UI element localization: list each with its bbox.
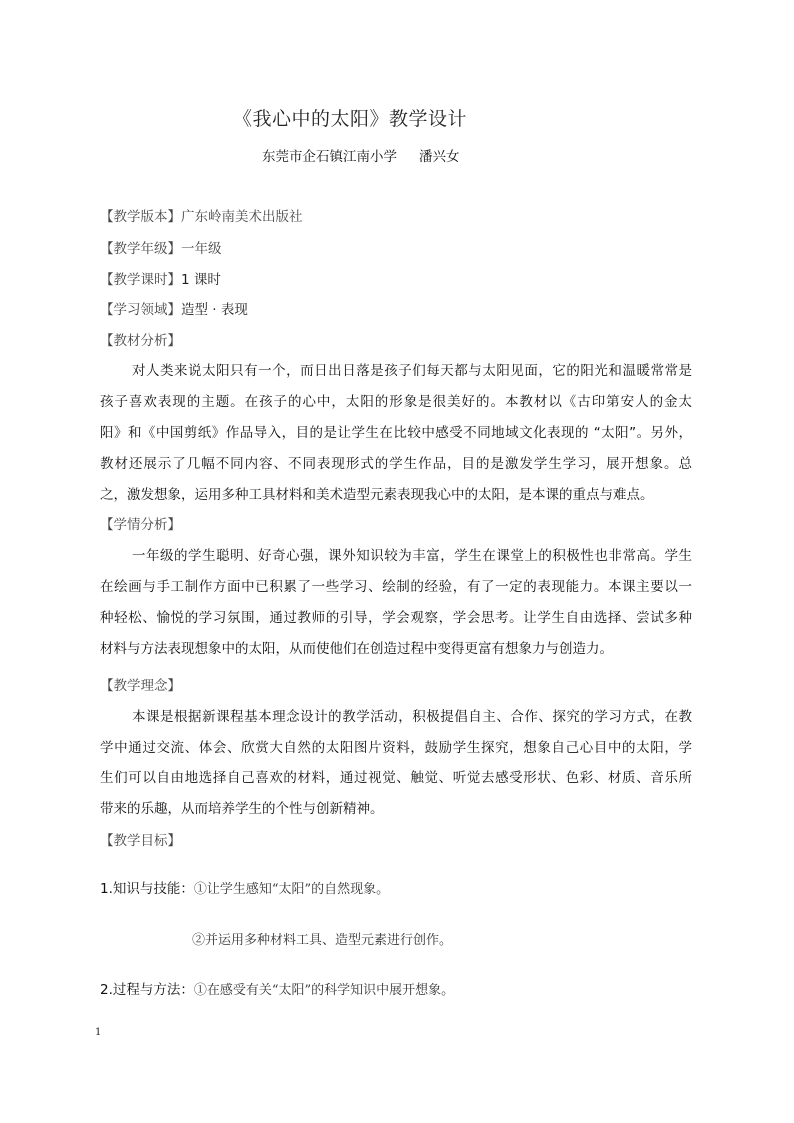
meta-value: 1 课时 [181, 272, 221, 288]
meta-label: 【教学课时】 [100, 272, 181, 288]
document-title: 《我心中的太阳》教学设计 [232, 108, 467, 130]
paragraph-line: 在绘画与手工制作方面中已积累了一些学习、绘制的经验，有了一定的表现能力。本课主要以一 [100, 579, 692, 595]
meta-label: 【教学年级】 [100, 241, 181, 257]
goal-item [100, 880, 389, 899]
meta-domain [100, 301, 248, 319]
goal-item [100, 981, 454, 1000]
goal-text: ①在感受有关“太阳”的科学知识中展开想象。 [193, 983, 455, 998]
section-heading-teaching-philosophy: 【教学理念】 [100, 678, 181, 694]
page-number: 1 [95, 1027, 102, 1038]
paragraph-line: 孩子喜欢表现的主题。在孩子的心中，太阳的形象是很美好的。本教材以《古印第安人的金太 [100, 394, 692, 410]
meta-label: 【教学版本】 [100, 209, 181, 225]
paragraph-line: 材料与方法表现想象中的太阳，从而使他们在创造过程中变得更富有想象力与创造力。 [100, 641, 613, 657]
section-heading-teaching-goals: 【教学目标】 [100, 833, 181, 849]
meta-periods [100, 271, 221, 289]
meta-edition [100, 208, 303, 226]
meta-value: 广东岭南美术出版社 [181, 209, 303, 225]
paragraph-line: 教材还展示了几幅不同内容、不同表现形式的学生作品，目的是激发学生学习，展开想象。总 [100, 456, 692, 472]
paragraph-line: 一年级的学生聪明、好奇心强，课外知识较为丰富，学生在课堂上的积极性也非常高。学生 [132, 548, 692, 564]
paragraph-line: 带来的乐趣，从而培养学生的个性与创新精神。 [100, 801, 384, 817]
goal-label: 2.过程与方法： [100, 982, 194, 998]
section-heading-textbook-analysis: 【教材分析】 [100, 333, 181, 349]
paragraph-line: 本课是根据新课程基本理念设计的教学活动，积极提倡自主、合作、探究的学习方式，在教 [132, 709, 692, 725]
meta-label: 【学习领域】 [100, 302, 181, 318]
meta-value: 造型 · 表现 [181, 302, 248, 318]
paragraph-line: 生们可以自由地选择自己喜欢的材料，通过视觉、触觉、听觉去感受形状、色彩、材质、音乐所 [100, 770, 692, 786]
author-name: 潘兴女 [419, 149, 460, 165]
paragraph-line: 种轻松、愉悦的学习氛围，通过教师的引导，学会观察，学会思考。让学生自由选择、尝试多种 [100, 610, 692, 626]
school-name: 东莞市企石镇江南小学 [262, 149, 397, 165]
paragraph-line: 阳》和《中国剪纸》作品导入，目的是让学生在比较中感受不同地域文化表现的 “太阳”。另外， [100, 425, 692, 441]
paragraph-line: 对人类来说太阳只有一个，而日出日落是孩子们每天都与太阳见面，它的阳光和温暖常常是 [132, 363, 692, 379]
byline [262, 145, 460, 165]
paragraph-line: 学中通过交流、体会、欣赏大自然的太阳图片资料，鼓励学生探究，想象自己心目中的太阳，学 [100, 740, 692, 756]
goal-item [192, 931, 452, 950]
meta-value: 一年级 [181, 241, 222, 257]
goal-text: ①让学生感知“太阳”的自然现象。 [193, 882, 390, 897]
section-heading-student-analysis: 【学情分析】 [100, 517, 181, 533]
paragraph-line: 之，激发想象，运用多种工具材料和美术造型元素表现我心中的太阳，是本课的重点与难点。 [100, 487, 654, 503]
meta-grade [100, 240, 222, 258]
goal-text: ②并运用多种材料工具、造型元素进行创作。 [192, 933, 453, 948]
goal-label: 1.知识与技能： [100, 881, 194, 897]
